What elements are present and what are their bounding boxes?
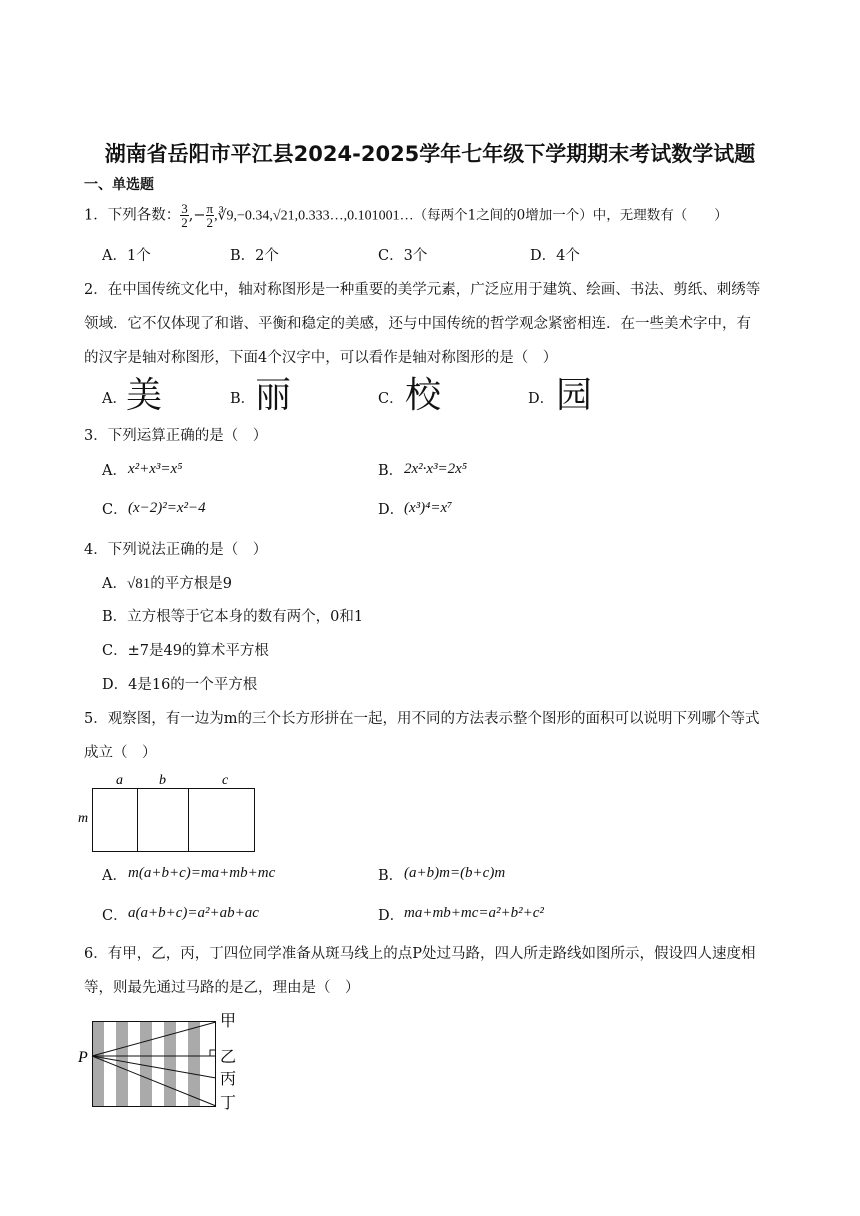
q3-option-b-label: B． (378, 463, 404, 479)
q3-option-a-label: A． (102, 463, 127, 479)
q5-label-a: a (116, 773, 123, 788)
q5-option-d-label: D． (378, 908, 405, 924)
q2-option-c-label: C． (378, 391, 404, 407)
question-1-stem: 1．下列各数： $\frac{3}{2}$ ,− $\frac{\pi}{2}$ ,∛9,−0.34,√21,0.333…,0.101001…（每两个1之间的0增加一个）中，无理数有（ ） (84, 201, 728, 230)
q1-option-d: D．4个 (530, 248, 580, 264)
q3-option-c-expr: (x−2)²=x²−4 (128, 500, 206, 516)
q3-option-b-expr: 2x²·x³=2x⁵ (404, 461, 468, 477)
q5-option-a-label: A． (102, 868, 127, 884)
zebra-stripe (116, 1022, 128, 1106)
q5-line-2: 成立（ ） (84, 745, 157, 761)
q5-outer-rect (93, 789, 255, 852)
q5-option-c-expr: a(a+b+c)=a²+ab+ac (128, 905, 259, 921)
q1-fraction-3-2 (180, 202, 189, 229)
q1-option-b: B．2个 (230, 248, 279, 264)
q5-option-b-label: B． (378, 868, 404, 884)
q4-option-d: D．4是16的一个平方根 (102, 677, 258, 693)
q2-option-a-label: A． (102, 391, 127, 407)
q3-option-c-label: C． (102, 502, 128, 518)
zebra-stripe (140, 1022, 152, 1106)
zebra-stripe (188, 1022, 200, 1106)
q1-frac2-den: 2 (206, 215, 214, 230)
q5-option-d-expr: ma+mb+mc=a²+b²+c² (404, 905, 544, 921)
q1-frac2-num: π (206, 201, 214, 216)
zebra-stripe (92, 1022, 104, 1106)
q4-option-a-text: 的平方根是9 (150, 576, 232, 592)
q2-line-2: 领域．它不仅体现了和谐、平衡和稳定的美感，还与中国传统的哲学观念紧密相连．在一些美术字中，有 (84, 316, 751, 332)
q2-line-1: 2．在中国传统文化中，轴对称图形是一种重要的美学元素，广泛应用于建筑、绘画、书法、剪纸、刺绣等 (84, 282, 761, 298)
q5-option-c-label: C． (102, 908, 128, 924)
q6-label-yi: 乙 (220, 1049, 237, 1066)
q6-label-jia: 甲 (220, 1013, 237, 1030)
q5-rectangles-figure (76, 770, 266, 856)
page-title: 湖南省岳阳市平江县2024-2025学年七年级下学期期末考试数学试题 (104, 142, 756, 166)
section-heading: 一、单选题 (84, 177, 154, 193)
q1-prefix: 1．下列各数： (84, 207, 181, 224)
q2-option-c-char: 校 (405, 375, 442, 416)
q2-option-b-char: 丽 (255, 375, 292, 416)
q6-line-1: 6．有甲，乙，丙，丁四位同学准备从斑马线上的点P处过马路，四人所走路线如图所示，假设四人速度相 (84, 946, 756, 962)
q4-option-a-root: √81 (126, 576, 151, 592)
q2-option-d-char: 园 (556, 375, 593, 416)
q3-option-a-expr: x²+x³=x⁵ (128, 461, 183, 477)
q1-option-c: C．3个 (378, 248, 428, 264)
q5-label-c: c (222, 773, 229, 788)
q4-option-b: B．立方根等于它本身的数有两个，0和1 (102, 609, 364, 625)
q2-option-d-label: D． (528, 391, 555, 407)
q6-label-p: P (78, 1049, 88, 1066)
q2-option-b-label: B． (230, 391, 256, 407)
q1-option-a: A．1个 (102, 248, 151, 264)
q4-stem: 4．下列说法正确的是（ ） (84, 542, 268, 558)
q6-label-bing: 丙 (220, 1071, 237, 1088)
q4-option-a (102, 574, 232, 594)
q1-suffix: （每两个1之间的0增加一个）中，无理数有（ ） (413, 207, 728, 224)
q5-label-m: m (78, 811, 89, 826)
q3-stem: 3．下列运算正确的是（ ） (84, 428, 268, 444)
q1-numbers: ,∛9,−0.34,√21,0.333…,0.101001… (214, 208, 414, 224)
q6-crosswalk-figure (76, 1008, 256, 1116)
q4-option-a-label: A． (102, 576, 127, 592)
q5-line-1: 5．观察图，有一边为m的三个长方形拼在一起，用不同的方法表示整个图形的面积可以说明下列哪个等式 (84, 711, 760, 727)
q3-option-d-expr: (x³)⁴=x⁷ (404, 500, 453, 516)
q4-option-c: C．±7是49的算术平方根 (102, 643, 269, 659)
q6-line-2: 等，则最先通过马路的是乙，理由是（ ） (84, 980, 360, 996)
q5-option-b-expr: (a+b)m=(b+c)m (404, 865, 506, 881)
q5-label-b: b (159, 773, 166, 788)
q3-option-d-label: D． (378, 502, 405, 518)
q2-option-a-char: 美 (126, 375, 163, 416)
q1-frac1-num: 3 (181, 201, 188, 216)
q1-fraction-pi-2 (206, 202, 215, 229)
q1-frac1-den: 2 (181, 215, 188, 230)
q2-line-3: 的汉字是轴对称图形，下面4个汉字中，可以看作是轴对称图形的是（ ） (84, 350, 558, 366)
q6-label-ding: 丁 (220, 1095, 237, 1112)
q5-option-a-expr: m(a+b+c)=ma+mb+mc (128, 865, 276, 881)
